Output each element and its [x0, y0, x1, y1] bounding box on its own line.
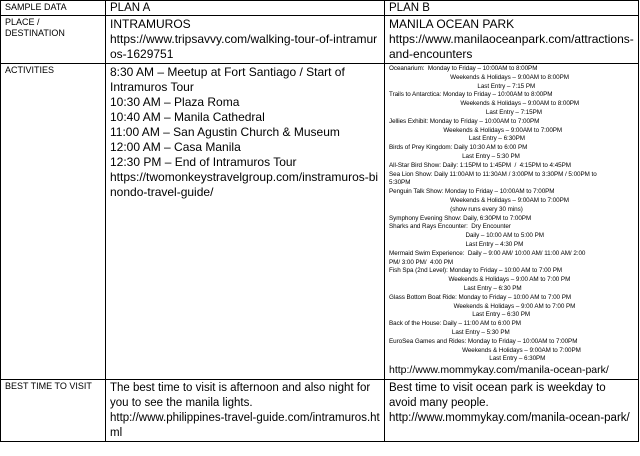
plan-a-activities-link[interactable]: https://twomonkeystravelgroup.com/instramuros-binondo-travel-guide/ — [110, 170, 379, 199]
schedule-line: 5:30PM — [389, 179, 411, 187]
schedule-line: Last Entry – 6:30PM — [389, 355, 546, 363]
plan-a-activity: 10:40 AM – Manila Cathedral — [110, 110, 265, 124]
plan-b-best-time-link[interactable]: http://www.mommykay.com/manila-ocean-park/ — [389, 412, 630, 424]
schedule-line: Oceanarium: Monday to Friday – 10:00AM to 8:00PM — [389, 65, 538, 72]
schedule-line: Weekends & Holidays – 9:00 AM to 7:00 PM — [389, 276, 571, 284]
schedule-line: Sea Lion Show: Daily 11:00AM to 11:30AM / 3:00PM to 3:30PM / 5:00PM to — [389, 170, 597, 178]
header-plan-b: PLAN B — [385, 1, 639, 16]
schedule-line: Weekends & Holidays – 9:00AM to 7:00PM — [389, 346, 581, 354]
header-sample-data: SAMPLE DATA — [1, 1, 106, 16]
schedule-line: Weekends & Holidays – 9:00AM to 8:00PM — [389, 73, 569, 81]
schedule-line: Weekends & Holidays – 9:00AM to 7:00PM — [389, 126, 563, 134]
plan-b-destination — [385, 16, 639, 64]
schedule-line: Back of the House: Daily – 11:00 AM to 6:00 PM — [389, 320, 521, 328]
schedule-line: Last Entry – 5:30 PM — [389, 328, 510, 336]
plan-a-best-time-link[interactable]: http://www.philippines-travel-guide.com/intramuros.html — [110, 412, 380, 439]
schedule-line: Last Entry – 4:30 PM — [389, 240, 524, 248]
plan-b-destination-link[interactable]: https://www.manilaoceanpark.com/attractions-and-encounters — [389, 32, 634, 61]
plan-b-activities-link[interactable]: http://www.mommykay.com/manila-ocean-park/ — [389, 364, 609, 377]
plan-b-best-time — [385, 380, 639, 442]
schedule-line: PM/ 3:00 PM/ 4:00 PM — [389, 258, 454, 266]
schedule-line: Last Entry – 6:30PM — [389, 135, 525, 143]
schedule-line: Last Entry – 6:30 PM — [389, 311, 531, 319]
schedule-line: Weekends & Holidays – 9:00 AM to 7:00 PM — [389, 302, 576, 310]
schedule-line: Penguin Talk Show: Monday to Friday – 10:00AM to 7:00PM — [389, 188, 555, 196]
schedule-line: Symphony Evening Show: Daily, 6:30PM to 7:00PM — [389, 214, 532, 222]
plan-b-activities — [385, 64, 639, 380]
schedule-line: Trails to Antarctica: Monday to Friday – 10:00AM to 8:00PM — [389, 91, 553, 99]
schedule-line: Last Entry – 7:15 PM — [389, 82, 536, 90]
plan-a-best-time-text: The best time to visit is afternoon and also night for you to see the manila lights. — [110, 382, 371, 409]
schedule-line: (show runs every 30 mins) — [389, 205, 523, 213]
schedule-line: Last Entry – 7:15PM — [389, 108, 542, 116]
schedule-line: Glass Bottom Boat Ride: Monday to Friday – 10:00 AM to 7:00 PM — [389, 293, 572, 301]
header-row — [1, 1, 639, 16]
plan-a-activity: 10:30 AM – Plaza Roma — [110, 95, 240, 109]
schedule-line: Weekends & Holidays – 9:00AM to 8:00PM — [389, 100, 580, 108]
plan-a-activity: 12:00 AM – Casa Manila — [110, 140, 241, 154]
plan-a-destination-link[interactable]: https://www.tripsavvy.com/walking-tour-of-intramuros-1629751 — [110, 32, 378, 61]
schedule-line: Weekends & Holidays – 9:00AM to 7:00PM — [389, 196, 569, 204]
activities-label: ACTIVITIES — [1, 64, 106, 380]
plan-b-destination-name: MANILA OCEAN PARK — [389, 17, 515, 31]
schedule-line: All-Star Bird Show: Daily: 1:15PM to 1:45PM / 4:15PM to 4:45PM — [389, 161, 571, 169]
plan-b-best-time-text: Best time to visit ocean park is weekday to avoid many people. — [389, 382, 606, 409]
schedule-line: Last Entry – 6:30 PM — [389, 284, 522, 292]
schedule-line: Last Entry – 5:30 PM — [389, 152, 520, 160]
schedule-line: Jellies Exhibit: Monday to Friday – 10:00AM to 7:00PM — [389, 117, 540, 125]
plan-a-best-time — [106, 380, 385, 442]
schedule-line: Mermaid Swim Experience: Daily – 9:00 AM/ 10:00 AM/ 11:00 AM/ 2:00 — [389, 249, 586, 257]
schedule-line: EuroSea Games and Rides: Monday to Friday – 10:00AM to 7:00PM — [389, 337, 578, 345]
plan-a-activity: 11:00 AM – San Agustin Church & Museum — [110, 125, 340, 139]
plan-a-destination — [106, 16, 385, 64]
destination-row — [1, 16, 639, 64]
schedule-line: Fish Spa (2nd Level): Monday to Friday – 10:00 AM to 7:00 PM — [389, 267, 563, 275]
destination-label: PLACE / DESTINATION — [1, 16, 106, 64]
plan-a-activity: 8:30 AM – Meetup at Fort Santiago / Start of Intramuros Tour — [110, 65, 345, 94]
schedule-line: Sharks and Rays Encounter: Dry Encounter — [389, 223, 511, 231]
header-plan-a: PLAN A — [106, 1, 385, 16]
best-time-label: BEST TIME TO VISIT — [1, 380, 106, 442]
best-time-row — [1, 380, 639, 442]
plan-a-activity: 12:30 PM – End of Intramuros Tour — [110, 155, 297, 169]
activities-row — [1, 64, 639, 380]
plan-b-schedule — [389, 65, 634, 364]
plan-a-activities — [106, 64, 385, 380]
plan-a-destination-name: INTRAMUROS — [110, 17, 191, 31]
schedule-line: Birds of Prey Kingdom: Daily 10:30 AM to 6:00 PM — [389, 144, 528, 152]
schedule-line: Daily – 10:00 AM to 5:00 PM — [389, 232, 544, 240]
